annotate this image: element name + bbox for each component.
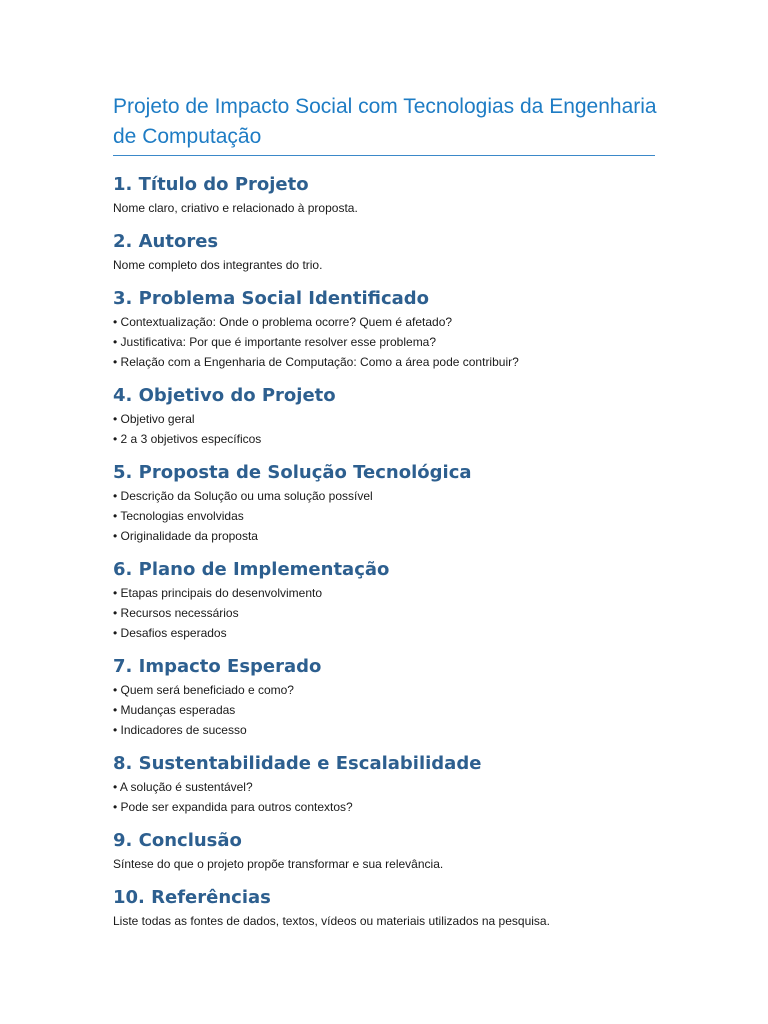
- bullet-item: • Justificativa: Por que é importante resolver esse problema?: [113, 332, 673, 352]
- section-referencias: [113, 886, 673, 931]
- section-heading: 6. Plano de Implementação: [113, 559, 390, 580]
- bullet-item: • Indicadores de sucesso: [113, 720, 673, 740]
- section-titulo: [113, 173, 673, 218]
- bullet-item: • Originalidade da proposta: [113, 526, 673, 546]
- section-heading: 4. Objetivo do Projeto: [113, 385, 336, 406]
- bullet-item: • 2 a 3 objetivos específicos: [113, 429, 673, 449]
- section-sustentabilidade: [113, 752, 673, 817]
- bullet-item: • Etapas principais do desenvolvimento: [113, 583, 673, 603]
- bullet-item: • Pode ser expandida para outros contextos?: [113, 797, 673, 817]
- section-heading: 3. Problema Social Identificado: [113, 288, 430, 309]
- bullet-item: • Contextualização: Onde o problema ocorre? Quem é afetado?: [113, 312, 673, 332]
- section-heading: 2. Autores: [113, 231, 219, 252]
- section-impacto-esperado: [113, 655, 673, 740]
- bullet-item: • Objetivo geral: [113, 409, 673, 429]
- section-heading: 1. Título do Projeto: [113, 174, 309, 195]
- bullet-item: • Relação com a Engenharia de Computação: Como a área pode contribuir?: [113, 352, 673, 372]
- section-text: Liste todas as fontes de dados, textos, vídeos ou materiais utilizados na pesquisa.: [113, 914, 550, 928]
- bullet-item: • Descrição da Solução ou uma solução possível: [113, 486, 673, 506]
- section-text: Síntese do que o projeto propõe transformar e sua relevância.: [113, 857, 444, 871]
- title-divider: [113, 155, 655, 156]
- section-heading: 8. Sustentabilidade e Escalabilidade: [113, 753, 482, 774]
- section-heading: 5. Proposta de Solução Tecnológica: [113, 462, 472, 483]
- section-plano-implementacao: [113, 558, 673, 643]
- section-text: Nome claro, criativo e relacionado à proposta.: [113, 201, 358, 215]
- bullet-item: • Tecnologias envolvidas: [113, 506, 673, 526]
- bullet-item: • Desafios esperados: [113, 623, 673, 643]
- bullet-item: • A solução é sustentável?: [113, 777, 673, 797]
- bullet-item: • Mudanças esperadas: [113, 700, 673, 720]
- document-title: Projeto de Impacto Social com Tecnologias da Engenharia de Computação: [113, 95, 657, 148]
- section-proposta-solucao: [113, 461, 673, 546]
- section-heading: 9. Conclusão: [113, 830, 242, 851]
- section-objetivo: [113, 384, 673, 449]
- section-conclusao: [113, 829, 673, 874]
- bullet-item: • Recursos necessários: [113, 603, 673, 623]
- section-heading: 7. Impacto Esperado: [113, 656, 322, 677]
- section-heading: 10. Referências: [113, 887, 271, 908]
- section-autores: [113, 230, 673, 275]
- section-problema-social: [113, 287, 673, 372]
- bullet-item: • Quem será beneficiado e como?: [113, 680, 673, 700]
- section-text: Nome completo dos integrantes do trio.: [113, 258, 323, 272]
